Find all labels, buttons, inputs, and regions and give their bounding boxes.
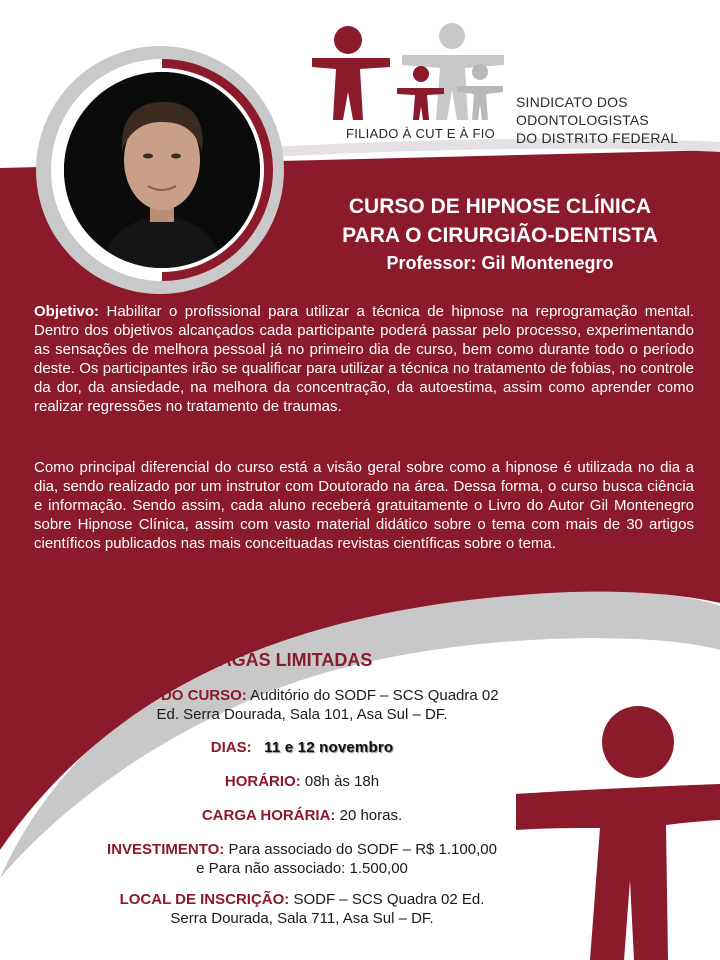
limited-spots-heading: VAGAS LIMITADAS [208,650,373,670]
schedule-label: HORÁRIO: [224,773,301,790]
course-location [60,686,544,724]
union-name-line: DO DISTRITO FEDERAL [516,130,679,146]
registration-value-line2: Serra Dourada, Sala 711, Asa Sul – DF. [170,910,434,927]
union-name [516,93,678,147]
affiliation-text: FILIADO À CUT E À FIO [346,126,496,141]
location-label: LOCAL DO CURSO: [105,687,247,704]
schedule-value: 08h às 18h [300,773,380,790]
location-value-line2: Ed. Serra Dourada, Sala 101, Asa Sul – DF. [156,706,448,723]
objective-label: Objetivo: [34,303,100,320]
person-icon [516,702,720,960]
investment-member-price: Para associado do SODF – R$ 1.100,00 [224,841,497,858]
differential-paragraph: Como principal diferencial do curso está a visão geral sobre como a hipnose é utilizada no dia a dia, sendo realizado por um instrutor com Doutorado na área. Dessa forma, o curso busca ciência e informação. Sendo assim, cada aluno receberá gratuitamente o Livro do Autor Gil Montenegro sobre Hipnose Clínica, assim com vasto material didático sobre o tema com mais de 30 artigos científicos publicados nas mais conceituadas revistas científicas sobre o tema. [34,459,694,552]
union-name-line: SINDICATO DOS [516,94,628,110]
days-value: 11 e 12 novembro [264,739,394,756]
objective-text: Habilitar o profissional para utilizar a técnica de hipnose na reprogramação mental. Dentro dos objetivos alcançados cada participante poderá passar pelo processo, experimentando as sensações de melhora pessoal já no primeiro dia de curso, bem como durante todo o período deste. Os participantes irão se qualificar para utilizar a técnica no tratamento de fobias, no controle da dor, da ansiedade, na melhora da concentração, da autoestima, assim como aprender como realizar regressões no tratamento de traumas. [34,303,694,415]
professor-photo [64,72,260,268]
investment-label: INVESTIMENTO: [107,841,225,858]
course-days [60,738,544,757]
objective-paragraph [34,302,694,416]
title-line: CURSO DE HIPNOSE CLÍNICA [348,195,652,218]
registration-label: LOCAL DE INSCRIÇÃO: [119,891,290,908]
workload-label: CARGA HORÁRIA: [201,807,336,824]
course-title [290,192,710,276]
title-line: PARA O CIRURGIÃO-DENTISTA [342,224,658,247]
course-schedule [60,772,544,791]
days-label: DIAS: [210,739,252,756]
course-workload [60,806,544,825]
location-value: Auditório do SODF – SCS Quadra 02 [246,687,499,704]
registration-value: SODF – SCS Quadra 02 Ed. [289,891,485,908]
professor-name: Professor: Gil Montenegro [386,253,614,273]
registration-location [60,890,544,928]
union-name-line: ODONTOLOGISTAS [516,112,649,128]
workload-value: 20 horas. [335,807,403,824]
investment-nonmember-price: e Para não associado: 1.500,00 [196,860,408,877]
course-investment [60,840,544,878]
